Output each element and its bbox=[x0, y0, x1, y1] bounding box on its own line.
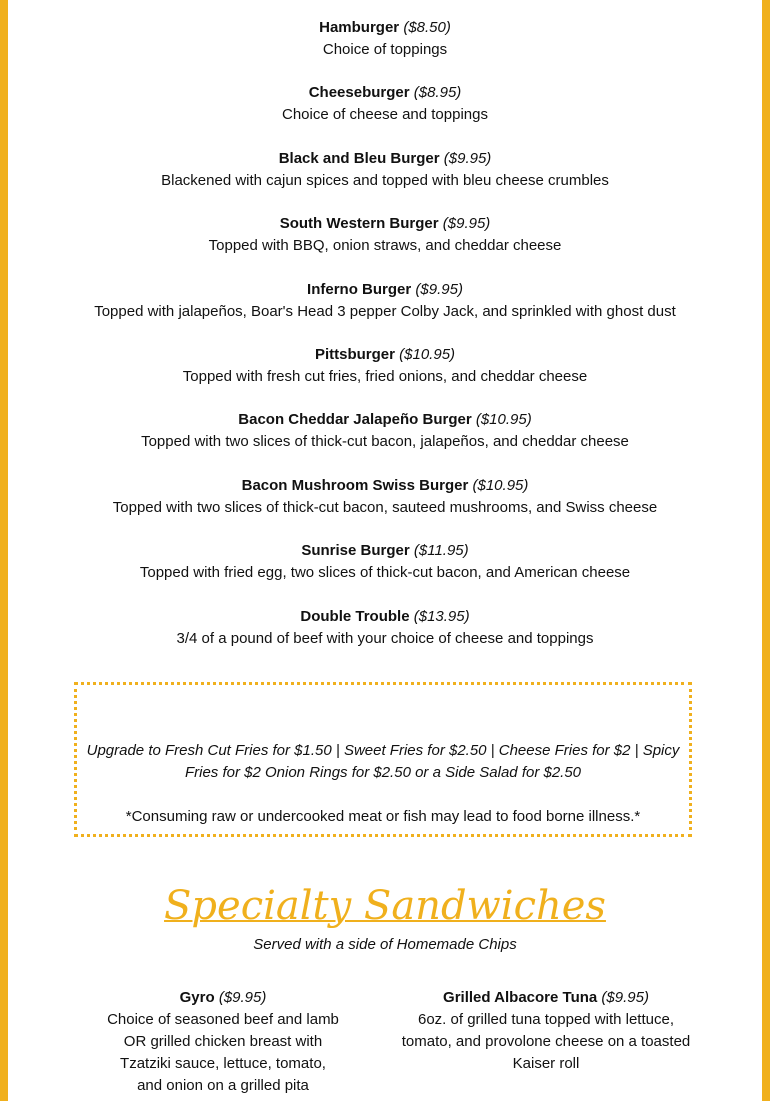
food-safety-warning: *Consuming raw or undercooked meat or fish may lead to food borne illness.* bbox=[125, 808, 641, 825]
item-description: Choice of seasoned beef and lamb OR grilled chicken breast with Tzatziki sauce, lettuce, tomato, and onion on a grilled pita bbox=[107, 1011, 339, 1094]
section-title: Specialty Sandwiches bbox=[164, 883, 606, 929]
menu-item bbox=[8, 148, 762, 213]
item-description: Topped with fried egg, two slices of thick-cut bacon, and American cheese bbox=[139, 564, 631, 582]
menu-item bbox=[8, 409, 762, 474]
item-description: Choice of toppings bbox=[322, 41, 448, 58]
item-price: ($8.50) bbox=[403, 19, 451, 36]
upgrade-options-text: Upgrade to Fresh Cut Fries for $1.50 | Sweet Fries for $2.50 | Cheese Fries for $2 | Spicy Fries for $2 Onion Rings for $2.50 or a Side Salad for $2.50 bbox=[86, 742, 680, 781]
menu-item bbox=[8, 475, 762, 540]
right-accent-bar bbox=[762, 0, 770, 1101]
menu-item bbox=[8, 540, 762, 605]
item-name: Bacon Mushroom Swiss Burger bbox=[241, 476, 469, 494]
menu-item bbox=[8, 82, 762, 147]
item-price: ($8.95) bbox=[413, 84, 462, 102]
menu-item bbox=[8, 344, 762, 409]
item-name: Sunrise Burger bbox=[301, 542, 410, 560]
item-name: Bacon Cheddar Jalapeño Burger bbox=[238, 411, 472, 429]
burger-list bbox=[8, 17, 762, 671]
section-subtitle: Served with a side of Homemade Chips bbox=[253, 936, 517, 953]
upgrade-notice-box bbox=[74, 682, 692, 837]
item-description: Topped with two slices of thick-cut bacon, jalapeños, and cheddar cheese bbox=[141, 433, 629, 451]
item-description: 3/4 of a pound of beef with your choice of cheese and toppings bbox=[176, 629, 594, 647]
item-price: ($9.95) bbox=[443, 149, 492, 167]
item-description: Choice of cheese and toppings bbox=[282, 106, 488, 124]
menu-item bbox=[8, 213, 762, 278]
item-name: Hamburger bbox=[319, 19, 400, 36]
item-price: ($9.95) bbox=[218, 989, 267, 1006]
menu-item bbox=[8, 279, 762, 344]
item-name: Gyro bbox=[179, 989, 215, 1006]
item-name: Double Trouble bbox=[300, 607, 410, 625]
item-description: Topped with fresh cut fries, fried onions, and cheddar cheese bbox=[182, 367, 588, 385]
item-price: ($9.95) bbox=[442, 215, 491, 233]
item-price: ($13.95) bbox=[413, 607, 470, 625]
menu-item bbox=[8, 606, 762, 671]
sandwich-item-tuna bbox=[390, 987, 702, 1075]
menu-page bbox=[8, 0, 762, 1101]
item-name: Pittsburger bbox=[314, 345, 395, 363]
item-description: 6oz. of grilled tuna topped with lettuce, tomato, and provolone cheese on a toasted Kaiser roll bbox=[401, 1011, 691, 1072]
item-name: Grilled Albacore Tuna bbox=[443, 989, 598, 1006]
item-price: ($9.95) bbox=[601, 989, 649, 1006]
left-accent-bar bbox=[0, 0, 8, 1101]
item-name: South Western Burger bbox=[279, 215, 439, 233]
item-description: Topped with BBQ, onion straws, and cheddar cheese bbox=[208, 237, 562, 255]
item-name: Black and Bleu Burger bbox=[278, 149, 440, 167]
item-price: ($10.95) bbox=[399, 345, 456, 363]
item-description: Topped with jalapeños, Boar's Head 3 pepper Colby Jack, and sprinkled with ghost dust bbox=[94, 302, 676, 320]
item-price: ($9.95) bbox=[415, 280, 463, 298]
menu-item bbox=[8, 17, 762, 82]
item-description: Blackened with cajun spices and topped with bleu cheese crumbles bbox=[161, 171, 609, 189]
sandwich-item-gyro bbox=[90, 987, 356, 1097]
item-price: ($10.95) bbox=[472, 476, 529, 494]
item-name: Cheeseburger bbox=[308, 84, 410, 102]
item-name: Inferno Burger bbox=[307, 280, 412, 298]
item-price: ($10.95) bbox=[475, 411, 532, 429]
item-price: ($11.95) bbox=[413, 542, 469, 560]
item-description: Topped with two slices of thick-cut bacon, sauteed mushrooms, and Swiss cheese bbox=[112, 498, 658, 516]
